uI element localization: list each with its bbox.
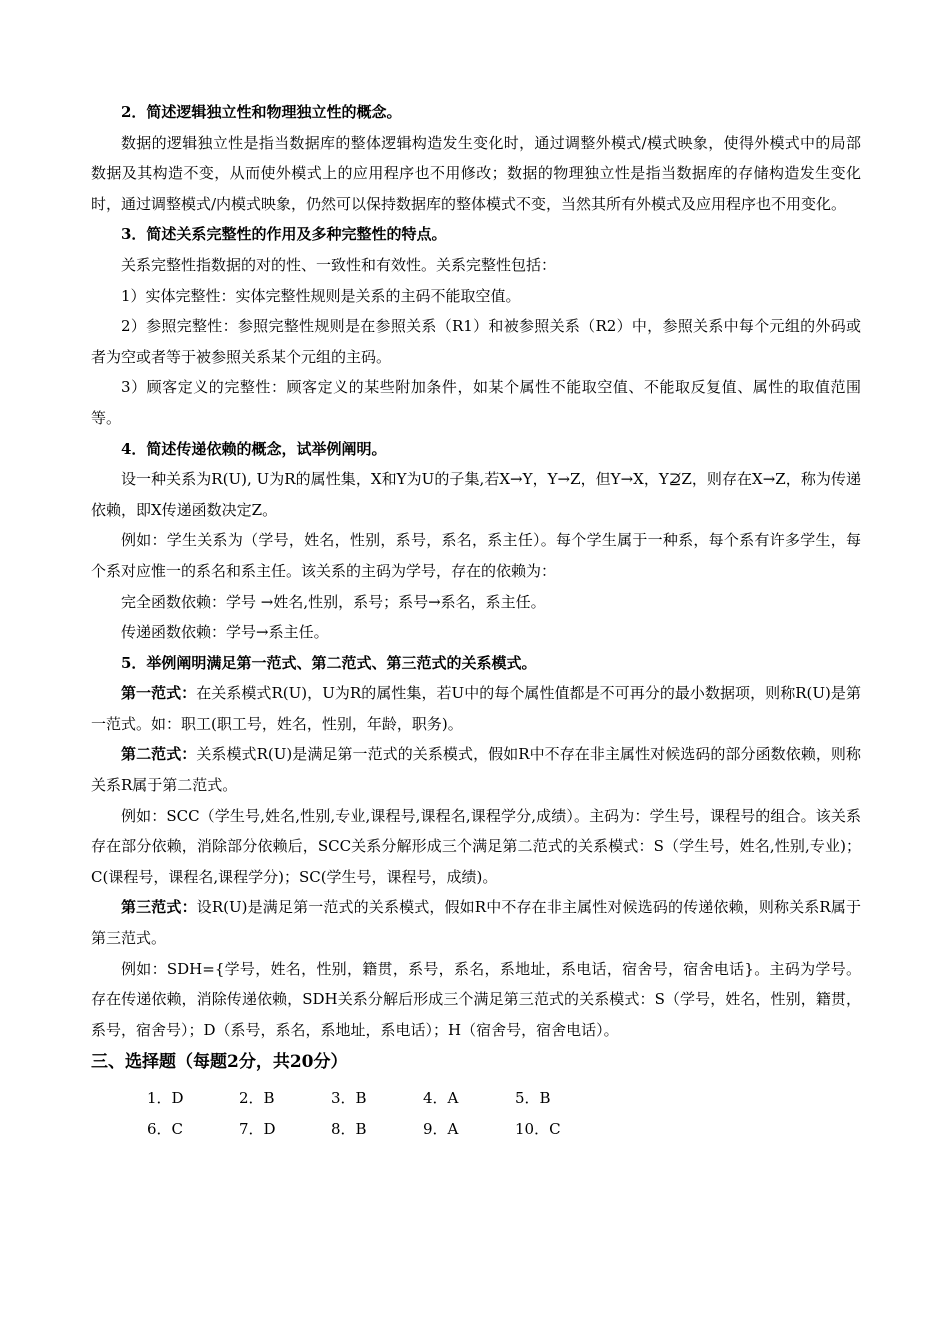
q3-referential-integrity: 2）参照完整性：参照完整性规则是在参照关系（R1）和被参照关系（R2）中，参照关系中每个元组的外码或者为空或者等于被参照关系某个元组的主码。 bbox=[91, 317, 861, 366]
nf2-label: 第二范式： bbox=[121, 745, 197, 764]
nf1-label: 第一范式： bbox=[121, 684, 197, 703]
q4-definition: 设一种关系为R(U), U为R的属性集，X和Y为U的子集,若X→Y，Y→Z，但Y→X，Y⊉Z，则存在X→Z，称为传递依赖，即X传递函数决定Z。 bbox=[91, 470, 861, 519]
nf1-text: 在关系模式R(U)，U为R的属性集，若U中的每个属性值都是不可再分的最小数据项，则称R(U)是第一范式。如：职工(职工号，姓名，性别，年龄，职务)。 bbox=[91, 684, 861, 733]
q3-user-defined-integrity: 3）顾客定义的完整性：顾客定义的某些附加条件，如某个属性不能取空值、不能取反复值、属性的取值范围等。 bbox=[91, 378, 861, 427]
q5-second-normal-form bbox=[91, 739, 861, 800]
answer-4: 4．A bbox=[423, 1089, 459, 1108]
answer-row-1 bbox=[91, 1083, 861, 1114]
answer-key bbox=[91, 1083, 861, 1145]
q3-entity-integrity: 1）实体完整性：实体完整性规则是关系的主码不能取空值。 bbox=[121, 286, 521, 305]
answer-row-2 bbox=[91, 1114, 861, 1145]
q2-title: 2．简述逻辑独立性和物理独立性的概念。 bbox=[121, 103, 402, 121]
q3-title: 3．简述关系完整性的作用及多种完整性的特点。 bbox=[121, 225, 447, 244]
q4-example: 例如：学生关系为（学号，姓名，性别，系号，系名，系主任）。每个学生属于一种系，每个系有许多学生，每个系对应惟一的系名和系主任。该关系的主码为学号，存在的依赖为： bbox=[91, 531, 861, 580]
q5-first-normal-form bbox=[91, 678, 861, 739]
section3-title: 三、选择题（每题2分，共20分） bbox=[91, 1052, 348, 1073]
answer-8: 8．B bbox=[331, 1120, 367, 1139]
q2-body: 数据的逻辑独立性是指当数据库的整体逻辑构造发生变化时，通过调整外模式/模式映象，使得外模式中的局部数据及其构造不变，从而使外模式上的应用程序也不用修改；数据的物理独立性是指当数据库的存储构造发生变化时，通过调整模式/内模式映象，仍然可以保持数据库的整体模式不变，当然其所有外模式及应用程序也不用变化。 bbox=[91, 133, 861, 213]
answer-2: 2．B bbox=[239, 1089, 275, 1108]
answer-3: 3．B bbox=[331, 1089, 367, 1108]
q3-intro: 关系完整性指数据的对的性、一致性和有效性。关系完整性包括： bbox=[121, 255, 557, 274]
answer-9: 9．A bbox=[423, 1120, 459, 1139]
nf2-text: 关系模式R(U)是满足第一范式的关系模式，假如R中不存在非主属性对候选码的部分函数依赖，则称关系R属于第二范式。 bbox=[91, 745, 861, 795]
answer-1: 1．D bbox=[147, 1089, 184, 1108]
answer-5: 5．B bbox=[515, 1089, 551, 1108]
q4-full-dependency: 完全函数依赖：学号 →姓名,性别，系号；系号→系名，系主任。 bbox=[121, 592, 546, 611]
q5-second-normal-form-example: 例如：SCC（学生号,姓名,性别,专业,课程号,课程名,课程学分,成绩）。主码为：学生号，课程号的组合。该关系存在部分依赖，消除部分依赖后，SCC关系分解形成三个满足第二范式的关系模式：S（学生号，姓名,性别,专业)；C(课程号，课程名,课程学分)；SC(学生号，课程号，成绩)。 bbox=[91, 806, 861, 886]
document-content bbox=[91, 97, 861, 1145]
answer-10: 10．C bbox=[515, 1120, 561, 1139]
nf3-text: 设R(U)是满足第一范式的关系模式，假如R中不存在非主属性对候选码的传递依赖，则称关系R属于第三范式。 bbox=[91, 898, 861, 948]
nf3-label: 第三范式： bbox=[121, 898, 197, 917]
q4-transitive-dependency: 传递函数依赖：学号→系主任。 bbox=[121, 623, 329, 642]
answer-6: 6．C bbox=[147, 1120, 184, 1139]
q4-title: 4．简述传递依赖的概念，试举例阐明。 bbox=[121, 439, 387, 458]
q5-third-normal-form bbox=[91, 892, 861, 953]
q5-third-normal-form-example: 例如：SDH={学号，姓名，性别，籍贯，系号，系名，系地址，系电话，宿舍号，宿舍电话}。主码为学号。存在传递依赖，消除传递依赖，SDH关系分解后形成三个满足第三范式的关系模式：S（学号，姓名，性别，籍贯，系号，宿舍号）；D（系号，系名，系地址，系电话）；H（宿舍号，宿舍电话）。 bbox=[91, 959, 861, 1039]
q5-title: 5．举例阐明满足第一范式、第二范式、第三范式的关系模式。 bbox=[121, 653, 537, 672]
answer-7: 7．D bbox=[239, 1120, 276, 1139]
